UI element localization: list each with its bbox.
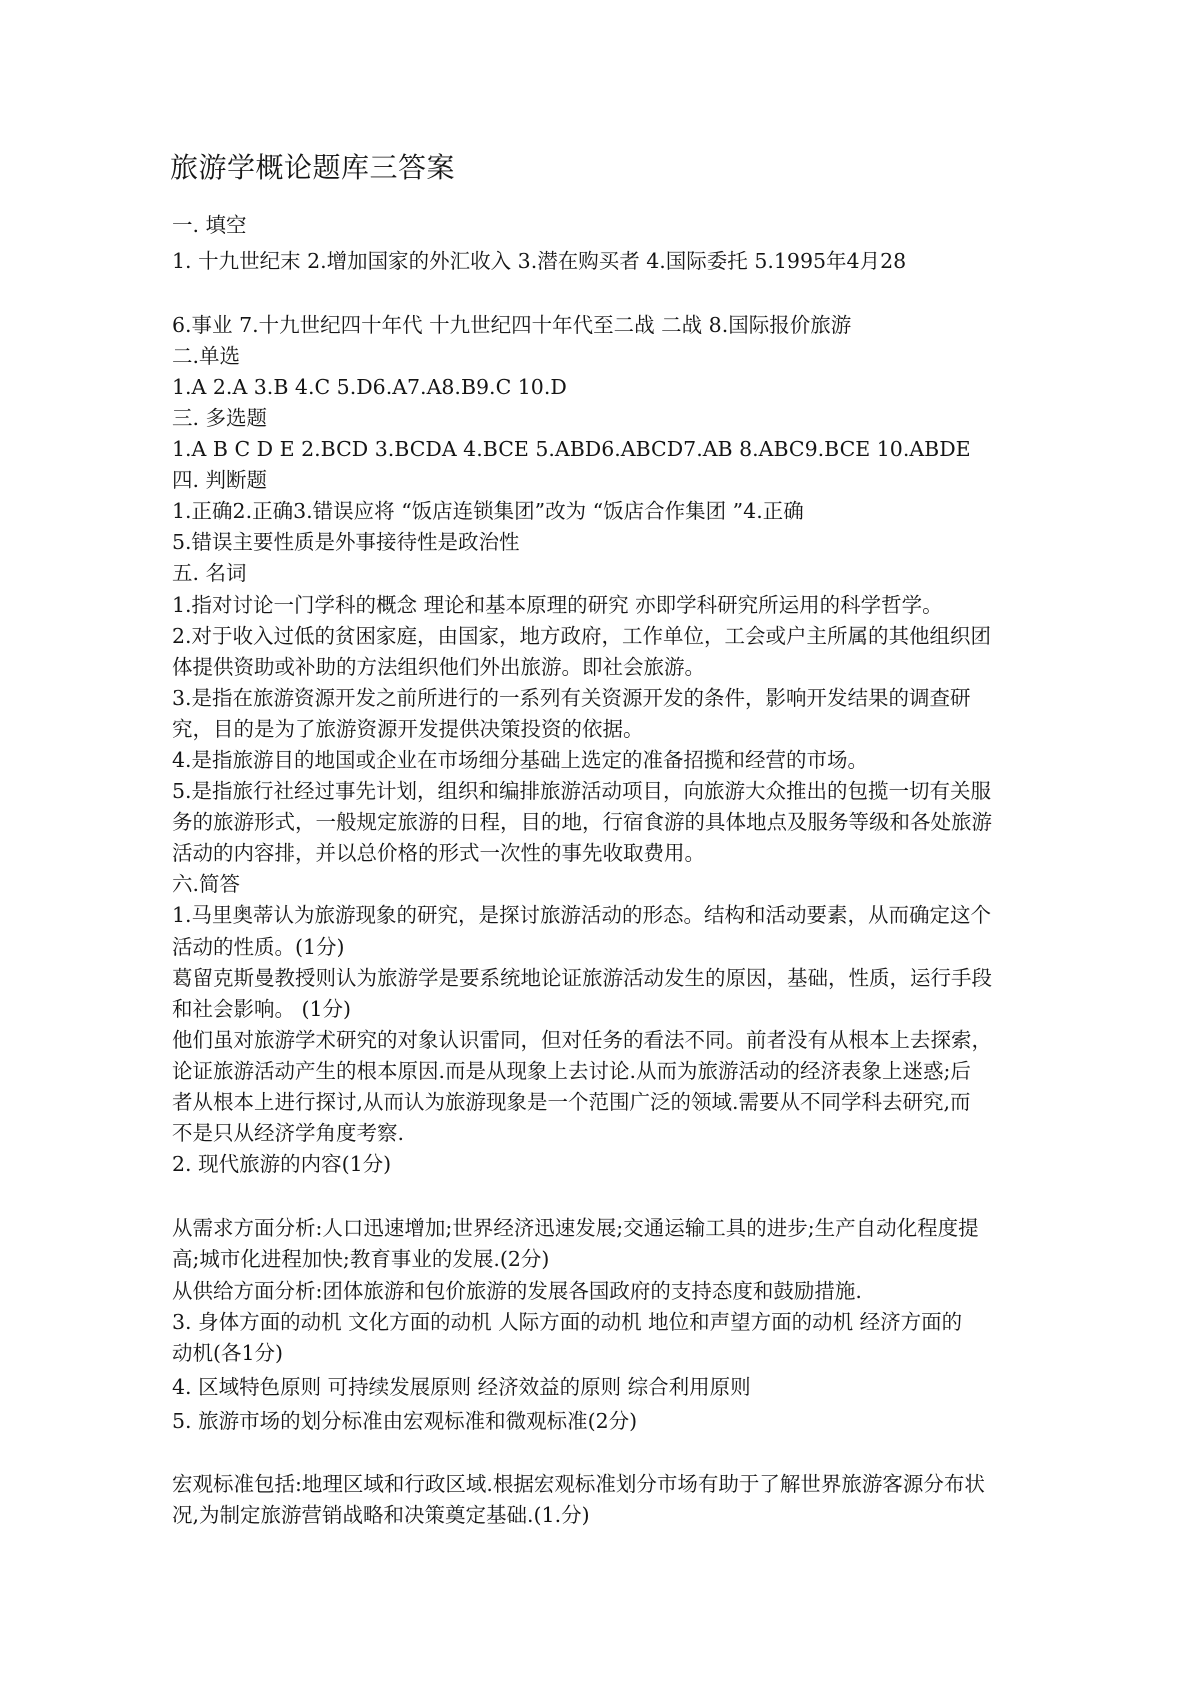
answer-line: 1. 十九世纪末 2.增加国家的外汇收入 3.潜在购买者 4.国际委托 5.1995年4月28 [172, 248, 907, 273]
answer-line: 4.是指旅游目的地国或企业在市场细分基础上选定的准备招揽和经营的市场。 [172, 748, 869, 772]
answer-line: 活动的内容排，并以总价格的形式一次性的事先收取费用。 [172, 841, 705, 866]
answer-line: 1.正确2.正确3.错误应将 “饭店连锁集团”改为 “饭店合作集团 ”4.正确 [172, 499, 804, 524]
answer-line: 5.是指旅行社经过事先计划，组织和编排旅游活动项目，向旅游大众推出的包揽一切有关服 [172, 779, 992, 804]
answer-line: 从供给方面分析:团体旅游和包价旅游的发展各国政府的支持态度和鼓励措施. [172, 1278, 862, 1303]
answer-line: 1.马里奥蒂认为旅游现象的研究，是探讨旅游活动的形态。结构和活动要素，从而确定这个 [172, 903, 992, 928]
answer-line: 2. 现代旅游的内容(1分) [172, 1152, 392, 1177]
answer-line: 2.对于收入过低的贫困家庭，由国家，地方政府，工作单位，工会或户主所属的其他组织团 [172, 623, 992, 648]
answer-line: 宏观标准包括:地理区域和行政区域.根据宏观标准划分市场有助于了解世界旅游客源分布状 [172, 1471, 985, 1496]
answer-line: 务的旅游形式，一般规定旅游的日程，目的地，行宿食游的具体地点及服务等级和各处旅游 [172, 810, 992, 835]
answer-line: 5. 旅游市场的划分标准由宏观标准和微观标准(2分) [172, 1408, 638, 1433]
answer-line: 论证旅游活动产生的根本原因.而是从现象上去讨论.从而为旅游活动的经济表象上迷惑;后 [172, 1058, 971, 1083]
answer-line: 他们虽对旅游学术研究的对象认识雷同，但对任务的看法不同。前者没有从根本上去探索， [172, 1027, 992, 1052]
answer-line: 3.是指在旅游资源开发之前所进行的一系列有关资源开发的条件，影响开发结果的调查研 [172, 685, 971, 710]
answer-line: 高;城市化进程加快;教育事业的发展.(2分) [172, 1247, 550, 1272]
answer-line: 况,为制定旅游营销战略和决策奠定基础.(1.分) [172, 1503, 590, 1528]
section-heading-short-answer: 六.简答 [172, 872, 241, 897]
answer-line: 4. 区域特色原则 可持续发展原则 经济效益的原则 综合利用原则 [172, 1374, 751, 1399]
answer-line: 活动的性质。(1分) [172, 934, 345, 959]
answer-line: 1.指对讨论一门学科的概念 理论和基本原理的研究 亦即学科研究所运用的科学哲学。 [172, 592, 943, 617]
document-body [172, 210, 1072, 1532]
section-heading-true-false: 四. 判断题 [172, 468, 268, 493]
page-title: 旅游学概论题库三答案 [170, 151, 456, 184]
section-heading-multiple-choice: 三. 多选题 [172, 405, 268, 430]
section-heading-fill-in: 一. 填空 [172, 212, 247, 237]
answer-line: 和社会影响。 (1分) [172, 996, 352, 1021]
answer-line: 1.A B C D E 2.BCD 3.BCDA 4.BCE 5.ABD6.ABCD7.AB 8.ABC9.BCE 10.ABDE [172, 437, 971, 462]
answer-line: 者从根本上进行探讨,从而认为旅游现象是一个范围广泛的领域.需要从不同学科去研究,而 [172, 1090, 971, 1115]
section-heading-single-choice: 二.单选 [172, 343, 241, 368]
answer-line: 1.A 2.A 3.B 4.C 5.D6.A7.A8.B9.C 10.D [172, 374, 567, 399]
section-heading-terms: 五. 名词 [172, 561, 247, 586]
answer-line: 究，目的是为了旅游资源开发提供决策投资的依据。 [172, 716, 644, 741]
answer-line: 3. 身体方面的动机 文化方面的动机 人际方面的动机 地位和声望方面的动机 经济方面的 [172, 1309, 963, 1334]
answer-line: 6.事业 7.十九世纪四十年代 十九世纪四十年代至二战 二战 8.国际报价旅游 [172, 312, 852, 337]
answer-line: 葛留克斯曼教授则认为旅游学是要系统地论证旅游活动发生的原因，基础，性质，运行手段 [172, 965, 992, 990]
answer-line: 动机(各1分) [172, 1340, 284, 1365]
answer-line: 不是只从经济学角度考察. [172, 1121, 405, 1146]
answer-line: 从需求方面分析:人口迅速增加;世界经济迅速发展;交通运输工具的进步;生产自动化程度提 [172, 1216, 979, 1241]
answer-line: 5.错误主要性质是外事接待性是政治性 [172, 530, 520, 555]
answer-line: 体提供资助或补助的方法组织他们外出旅游。即社会旅游。 [172, 654, 705, 679]
